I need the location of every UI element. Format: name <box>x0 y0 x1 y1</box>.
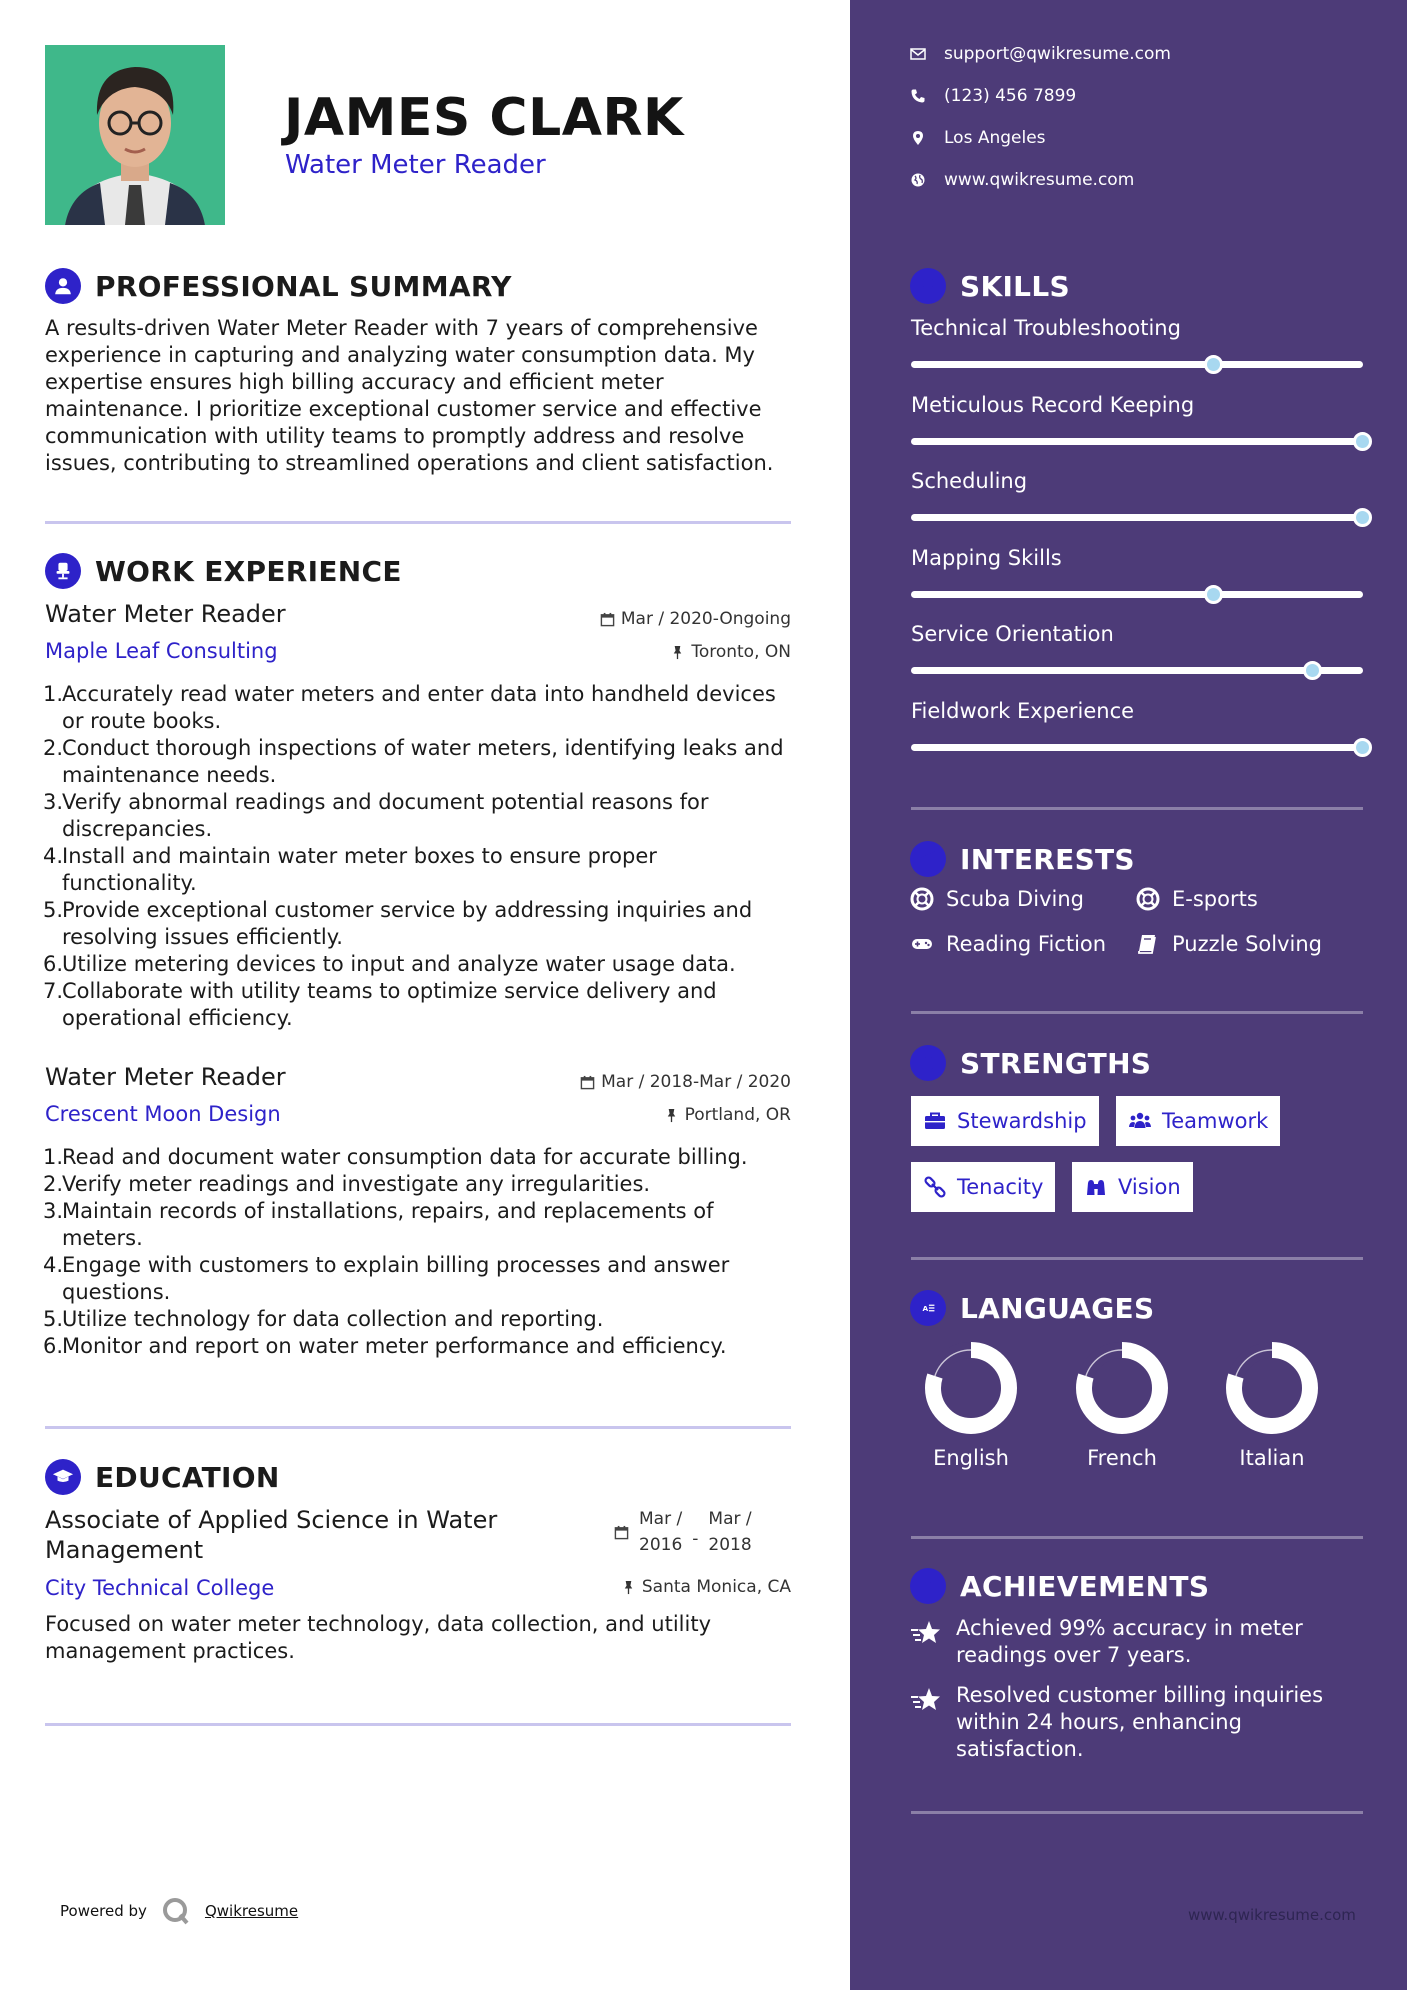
skill-name: Fieldwork Experience <box>911 698 1135 723</box>
language-icon <box>910 1290 946 1326</box>
item-number: 7. <box>43 979 64 1003</box>
candidate-role: Water Meter Reader <box>285 150 546 180</box>
profile-photo <box>45 45 225 225</box>
list-item <box>43 1306 748 1333</box>
gamepad-icon <box>910 932 934 956</box>
end-year: 2018 <box>708 1535 752 1555</box>
list-item <box>43 1333 748 1360</box>
strength-vision <box>1072 1162 1193 1212</box>
summary-line: issues, contributing to streamlined operations and client satisfaction. <box>45 451 774 475</box>
achievements-title: ACHIEVEMENTS <box>960 1569 1210 1603</box>
summary-line: A results-driven Water Meter Reader with 7 years of comprehensive <box>45 316 758 340</box>
list-item <box>43 843 784 897</box>
item-line: or route books. <box>62 709 222 733</box>
interest-label: Reading Fiction <box>946 932 1107 956</box>
degree-line: Associate of Applied Science in Water <box>45 1506 498 1534</box>
item-line: Utilize technology for data collection and reporting. <box>62 1307 604 1331</box>
star-icon <box>910 1684 942 1716</box>
interests-heading <box>910 841 1135 877</box>
job-duties-list <box>43 1144 748 1360</box>
list-item <box>43 978 784 1032</box>
item-line: Verify meter readings and investigate any irregularities. <box>62 1172 651 1196</box>
start-year: 2016 <box>639 1535 683 1555</box>
start-date: Mar / <box>639 1509 683 1529</box>
section-divider <box>45 521 791 524</box>
calendar-icon <box>580 1075 595 1090</box>
achievement-line: satisfaction. <box>956 1737 1084 1761</box>
item-line: Collaborate with utility teams to optimize service delivery and <box>62 979 717 1003</box>
achievement-line: within 24 hours, enhancing <box>956 1710 1242 1734</box>
school-name: City Technical College <box>45 1576 275 1600</box>
skill-name: Technical Troubleshooting <box>911 316 1181 340</box>
envelope-icon <box>910 46 926 62</box>
contact-phone[interactable] <box>910 86 1076 106</box>
link-icon <box>923 1175 947 1199</box>
item-line: resolving issues efficiently. <box>62 925 343 949</box>
skill-name: Mapping Skills <box>911 545 1062 570</box>
fist-icon <box>910 1045 946 1081</box>
map-pin-icon <box>910 130 926 146</box>
interest-label: Puzzle Solving <box>1172 932 1322 956</box>
education-date <box>614 1506 752 1558</box>
summary-line: maintenance. I prioritize exceptional customer service and effective <box>45 397 762 421</box>
skills-title: SKILLS <box>960 269 1070 303</box>
item-line: operational efficiency. <box>62 1006 293 1030</box>
item-line: questions. <box>62 1280 171 1304</box>
calendar-icon <box>600 612 615 627</box>
footer-website[interactable]: www.qwikresume.com <box>1188 1906 1356 1924</box>
star-badge-icon <box>910 1568 946 1604</box>
location-text: Los Angeles <box>944 128 1046 148</box>
interest-label: Scuba Diving <box>946 887 1084 911</box>
item-number: 5. <box>43 1307 64 1331</box>
item-line: Verify abnormal readings and document potential reasons for <box>62 790 709 814</box>
language-level-ring <box>1224 1340 1320 1436</box>
item-line: Utilize metering devices to input and analyze water usage data. <box>62 952 736 976</box>
summary-line: communication with utility teams to promptly address and resolve <box>45 424 745 448</box>
job-company: Maple Leaf Consulting <box>45 639 278 663</box>
pin-icon <box>664 1108 679 1123</box>
section-divider <box>911 807 1363 810</box>
candidate-name: JAMES CLARK <box>284 88 684 148</box>
language-name: French <box>1087 1446 1157 1470</box>
calendar-icon <box>614 1525 629 1540</box>
item-number: 2. <box>43 1172 64 1196</box>
skill-level-bar <box>911 591 1363 598</box>
section-divider <box>45 1426 791 1429</box>
language-item <box>1207 1340 1337 1470</box>
skills-heading <box>910 268 1070 304</box>
skill-level-bar <box>911 744 1363 751</box>
binoculars-icon <box>1084 1175 1108 1199</box>
job-date-text: Mar / 2018-Mar / 2020 <box>601 1072 791 1092</box>
list-item <box>43 1252 748 1306</box>
list-item <box>43 951 784 978</box>
strengths-title: STRENGTHS <box>960 1046 1152 1080</box>
end-date: Mar / <box>708 1509 752 1529</box>
job-title: Water Meter Reader <box>45 600 286 628</box>
education-description <box>45 1611 711 1665</box>
item-line: meters. <box>62 1226 143 1250</box>
degree-line: Management <box>45 1536 204 1564</box>
language-item <box>1057 1340 1187 1470</box>
language-item <box>906 1340 1036 1470</box>
pin-icon <box>621 1580 636 1595</box>
users-icon <box>1128 1109 1152 1133</box>
description-line: management practices. <box>45 1639 295 1663</box>
strength-teamwork <box>1116 1096 1280 1146</box>
summary-title: PROFESSIONAL SUMMARY <box>95 269 512 303</box>
item-number: 3. <box>43 1199 64 1223</box>
interests-title: INTERESTS <box>960 842 1135 876</box>
powered-by <box>60 1896 298 1926</box>
job-location <box>500 642 791 662</box>
star-icon <box>910 1617 942 1649</box>
email-text: support@qwikresume.com <box>944 44 1171 64</box>
achievement-line: Achieved 99% accuracy in meter <box>956 1616 1303 1640</box>
item-line: Provide exceptional customer service by addressing inquiries and <box>62 898 753 922</box>
website-text: www.qwikresume.com <box>944 170 1135 190</box>
interest-reading-fiction <box>910 932 1106 956</box>
briefcase-icon <box>923 1109 947 1133</box>
summary-text <box>45 315 773 477</box>
skill-level-bar <box>911 361 1363 368</box>
strength-tenacity <box>911 1162 1055 1212</box>
list-item <box>43 1171 748 1198</box>
summary-heading <box>45 268 512 304</box>
interest-label: E-sports <box>1172 887 1258 911</box>
svg-text:A: A <box>922 1304 929 1314</box>
item-number: 4. <box>43 1253 64 1277</box>
language-name: Italian <box>1239 1446 1305 1470</box>
skill-name: Scheduling <box>911 469 1028 493</box>
graduation-cap-icon <box>45 1459 81 1495</box>
section-divider <box>45 1723 791 1726</box>
phone-text: (123) 456 7899 <box>944 86 1077 106</box>
paper-plane-icon <box>910 841 946 877</box>
achievement-item <box>910 1615 1350 1669</box>
section-divider <box>911 1257 1363 1260</box>
item-line: Monitor and report on water meter performance and efficiency. <box>62 1334 727 1358</box>
skill-name: Service Orientation <box>911 622 1114 646</box>
list-item <box>43 897 784 951</box>
interest-puzzle-solving <box>1136 932 1322 956</box>
job-title: Water Meter Reader <box>45 1063 286 1091</box>
skill-level-knob <box>1353 432 1372 451</box>
job-location <box>500 1105 791 1125</box>
contact-website[interactable] <box>910 170 1134 190</box>
item-line: Engage with customers to explain billing processes and answer <box>62 1253 730 1277</box>
item-number: 1. <box>43 682 64 706</box>
interest-scuba-diving <box>910 887 1084 911</box>
job-company: Crescent Moon Design <box>45 1102 281 1126</box>
item-line: Install and maintain water meter boxes to ensure proper <box>62 844 657 868</box>
item-line: discrepancies. <box>62 817 213 841</box>
skill-level-bar <box>911 514 1363 521</box>
item-number: 6. <box>43 1334 64 1358</box>
achievements-heading <box>910 1568 1209 1604</box>
item-number: 3. <box>43 790 64 814</box>
list-item <box>43 1144 748 1171</box>
achievement-line: readings over 7 years. <box>956 1643 1192 1667</box>
experience-heading <box>45 553 402 589</box>
item-line: Read and document water consumption data for accurate billing. <box>62 1145 748 1169</box>
achievement-line: Resolved customer billing inquiries <box>956 1683 1324 1707</box>
list-item <box>43 735 784 789</box>
summary-line: expertise ensures high billing accuracy and efficient meter <box>45 370 664 394</box>
languages-heading <box>910 1290 1154 1326</box>
powered-by-label: Powered by <box>60 1902 147 1920</box>
qwikresume-logo-icon <box>161 1896 191 1926</box>
list-item <box>43 1198 748 1252</box>
item-number: 1. <box>43 1145 64 1169</box>
item-line: maintenance needs. <box>62 763 277 787</box>
education-location-text: Santa Monica, CA <box>641 1577 791 1597</box>
section-divider <box>911 1011 1363 1014</box>
job-date <box>500 609 791 629</box>
pin-icon <box>670 645 685 660</box>
languages-title: LANGUAGES <box>960 1291 1155 1325</box>
experience-title: WORK EXPERIENCE <box>95 554 402 588</box>
skill-name: Meticulous Record Keeping <box>911 392 1195 417</box>
education-title: EDUCATION <box>95 1460 280 1494</box>
globe-icon <box>910 172 926 188</box>
job-location-text: Toronto, ON <box>691 642 791 662</box>
skill-level-knob <box>1204 355 1223 374</box>
item-number: 6. <box>43 952 64 976</box>
item-line: Maintain records of installations, repairs, and replacements of <box>62 1199 714 1223</box>
job-location-text: Portland, OR <box>684 1105 791 1125</box>
description-line: Focused on water meter technology, data collection, and utility <box>45 1612 712 1636</box>
skill-level-knob <box>1353 508 1372 527</box>
degree-title <box>45 1505 497 1565</box>
language-level-ring <box>1074 1340 1170 1436</box>
language-name: English <box>933 1446 1009 1470</box>
interest-e-sports <box>1136 887 1258 911</box>
contact-email[interactable] <box>910 44 1171 64</box>
user-icon <box>45 268 81 304</box>
chair-icon <box>45 553 81 589</box>
item-number: 2. <box>43 736 64 760</box>
item-line: functionality. <box>62 871 197 895</box>
section-divider <box>911 1811 1363 1814</box>
item-number: 4. <box>43 844 64 868</box>
skill-level-knob <box>1204 585 1223 604</box>
strengths-heading <box>910 1045 1151 1081</box>
item-line: Accurately read water meters and enter data into handheld devices <box>62 682 776 706</box>
skill-level-knob <box>1353 738 1372 757</box>
strength-label: Tenacity <box>957 1175 1044 1199</box>
job-duties-list <box>43 681 784 1032</box>
list-item <box>43 789 784 843</box>
lifebuoy-icon <box>910 887 934 911</box>
strength-stewardship <box>911 1096 1099 1146</box>
section-divider <box>911 1536 1363 1539</box>
job-date <box>500 1072 791 1092</box>
item-number: 5. <box>43 898 64 922</box>
skill-level-bar <box>911 438 1363 445</box>
strength-label: Stewardship <box>957 1109 1087 1133</box>
achievement-item <box>910 1682 1350 1763</box>
book-icon <box>1136 932 1160 956</box>
job-date-text: Mar / 2020-Ongoing <box>620 609 791 629</box>
strength-label: Vision <box>1118 1175 1181 1199</box>
lightbulb-icon <box>910 268 946 304</box>
summary-line: experience in capturing and analyzing water consumption data. My <box>45 343 755 367</box>
phone-icon <box>910 88 926 104</box>
contact-location <box>910 128 1046 148</box>
date-dash: - <box>692 1529 699 1549</box>
item-line: Conduct thorough inspections of water meters, identifying leaks and <box>62 736 784 760</box>
qwikresume-link[interactable]: Qwikresume <box>204 1902 299 1920</box>
education-location <box>500 1577 791 1597</box>
list-item <box>43 681 784 735</box>
lifebuoy-icon <box>1136 887 1160 911</box>
strength-label: Teamwork <box>1162 1109 1269 1133</box>
skill-level-bar <box>911 667 1363 674</box>
education-heading <box>45 1459 280 1495</box>
language-level-ring <box>923 1340 1019 1436</box>
